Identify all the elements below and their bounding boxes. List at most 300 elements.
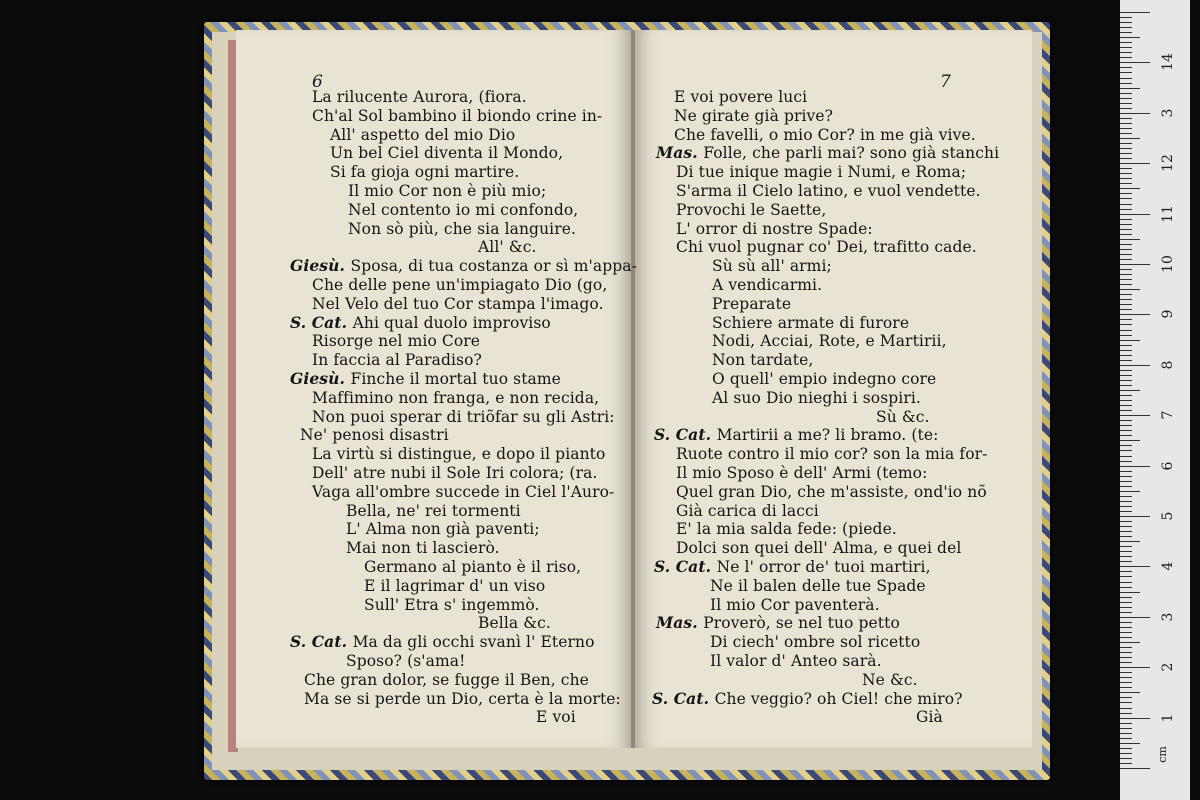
ruler-tick — [1120, 597, 1132, 598]
ruler-tick — [1120, 708, 1132, 709]
ruler-tick — [1120, 168, 1132, 169]
text-line — [312, 464, 597, 482]
ruler-tick — [1120, 78, 1132, 79]
ruler-tick — [1120, 430, 1132, 431]
line-text: Non puoi sperar di triõfar su gli Astri: — [312, 407, 615, 426]
ruler-tick — [1120, 284, 1132, 285]
ruler-tick — [1120, 355, 1132, 356]
line-text: Che gran dolor, se fugge il Ben, che — [304, 670, 589, 689]
ruler-unit: cm — [1155, 746, 1169, 763]
line-text: Si fa gioja ogni martire. — [330, 163, 520, 182]
text-line — [312, 483, 614, 501]
line-text: L' Alma non già paventi; — [346, 520, 540, 539]
ruler-tick — [1120, 456, 1132, 457]
ruler-number: 7 — [1160, 410, 1176, 420]
line-text: Nel Velo del tuo Cor stampa l'imago. — [312, 294, 604, 313]
ruler-number: 11 — [1160, 204, 1176, 223]
ruler-tick — [1120, 57, 1132, 58]
text-line — [348, 201, 578, 219]
ruler-tick — [1120, 713, 1132, 714]
ruler-tick — [1120, 52, 1132, 53]
right-page-number: 7 — [940, 72, 951, 92]
ruler-tick — [1120, 314, 1150, 315]
line-text: Sposo? (s'ama! — [346, 652, 466, 670]
ruler-tick — [1120, 632, 1132, 633]
ruler-tick — [1120, 88, 1140, 89]
ruler-tick — [1120, 677, 1132, 678]
line-text: Nodi, Acciai, Rote, e Martirii, — [712, 332, 947, 351]
ruler-tick — [1120, 72, 1132, 73]
text-line — [676, 201, 826, 219]
text-line — [710, 596, 880, 614]
text-line — [304, 690, 621, 708]
ruler-tick — [1120, 506, 1132, 507]
text-line — [312, 107, 602, 125]
line-text: Quel gran Dio, che m'assiste, ond'io nõ — [676, 482, 987, 501]
ruler-tick — [1120, 330, 1132, 331]
ruler-tick — [1120, 526, 1132, 527]
ruler-number: 3 — [1160, 108, 1176, 118]
ruler-tick — [1120, 83, 1132, 84]
ruler-tick — [1120, 128, 1132, 129]
text-line — [676, 182, 981, 200]
text-line — [916, 708, 943, 726]
ruler-tick — [1120, 536, 1132, 537]
ruler-tick — [1120, 531, 1132, 532]
ruler-tick — [1120, 324, 1132, 325]
line-text: All' aspetto del mio Dio — [330, 125, 516, 144]
line-text: Già carica di lacci — [676, 501, 819, 520]
ruler-tick — [1120, 143, 1132, 144]
ruler-tick — [1120, 193, 1132, 194]
ruler-tick — [1120, 178, 1132, 179]
ruler-tick — [1120, 299, 1132, 300]
ruler-tick — [1120, 702, 1132, 703]
ruler-tick — [1120, 123, 1132, 124]
line-text: Sù &c. — [876, 407, 930, 426]
line-text: E voi — [536, 708, 576, 727]
ruler-number: 10 — [1160, 255, 1176, 273]
ruler-tick — [1120, 738, 1132, 739]
text-line — [312, 389, 599, 407]
ruler-tick — [1120, 62, 1150, 63]
line-text: Ne &c. — [862, 670, 918, 689]
ruler-tick — [1120, 340, 1140, 341]
ruler-tick — [1120, 410, 1132, 411]
ruler-tick — [1120, 753, 1132, 754]
ruler-tick — [1120, 224, 1132, 225]
ruler-tick — [1120, 289, 1140, 290]
ruler-tick — [1120, 582, 1132, 583]
line-text: Il mio Cor non è più mio; — [348, 182, 547, 200]
text-line — [290, 633, 595, 651]
text-line — [676, 502, 819, 520]
text-line — [656, 144, 999, 162]
ruler-tick — [1120, 385, 1132, 386]
ruler-number: 5 — [1160, 511, 1176, 521]
ruler-tick — [1120, 723, 1132, 724]
ruler-tick — [1120, 728, 1132, 729]
line-text: E il lagrimar d' un viso — [364, 576, 546, 595]
line-text: Sù sù all' armi; — [712, 257, 832, 276]
speaker-label: S. Cat. — [654, 557, 717, 576]
text-line — [862, 671, 918, 689]
line-text: A vendicarmi. — [712, 276, 823, 294]
ruler-tick — [1120, 405, 1132, 406]
ruler-tick — [1120, 733, 1132, 734]
line-text: Proverò, se nel tuo petto — [703, 614, 900, 633]
ruler-tick — [1120, 264, 1150, 265]
text-line — [676, 445, 987, 463]
ruler-tick — [1120, 481, 1132, 482]
ruler-tick — [1120, 229, 1132, 230]
ruler-tick — [1120, 420, 1132, 421]
text-line — [712, 257, 832, 275]
ruler-tick — [1120, 365, 1150, 366]
ruler-tick — [1120, 763, 1132, 764]
text-line — [654, 558, 931, 576]
ruler-tick — [1120, 682, 1132, 683]
text-line — [330, 144, 563, 162]
ruler-tick — [1120, 511, 1132, 512]
ruler-tick — [1120, 173, 1132, 174]
ruler-tick — [1120, 390, 1140, 391]
text-line — [346, 539, 500, 557]
ruler-tick — [1120, 93, 1132, 94]
line-text: Schiere armate di furore — [712, 313, 910, 332]
line-text: Preparate — [712, 294, 792, 313]
line-text: Dolci son quei dell' Alma, e quei del — [676, 539, 962, 558]
text-line — [712, 295, 791, 313]
line-text: La virtù si distingue, e dopo il pianto — [312, 445, 606, 464]
ruler-tick — [1120, 103, 1132, 104]
ruler-tick — [1120, 657, 1132, 658]
ruler-tick — [1120, 743, 1140, 744]
ruler-tick — [1120, 12, 1150, 13]
ruler-tick — [1120, 521, 1132, 522]
ruler-number: 2 — [1160, 662, 1176, 672]
line-text: La rilucente Aurora, (fiora. — [312, 88, 527, 106]
ruler-tick — [1120, 249, 1132, 250]
ruler-tick — [1120, 672, 1132, 673]
ruler-tick — [1120, 496, 1132, 497]
ruler-tick — [1120, 758, 1132, 759]
line-text: Sposa, di tua costanza or sì m'appa- — [350, 257, 637, 276]
ruler-tick — [1120, 375, 1132, 376]
ruler-tick — [1120, 501, 1132, 502]
ruler-number: 4 — [1160, 561, 1176, 571]
speaker-label: S. Cat. — [654, 425, 717, 445]
left-page-number: 6 — [312, 72, 323, 92]
ruler-tick — [1120, 163, 1150, 164]
ruler-tick — [1120, 622, 1132, 623]
text-line — [656, 614, 900, 632]
line-text: Mai non ti lascierò. — [346, 539, 500, 558]
ruler-tick — [1120, 214, 1150, 215]
ruler-tick — [1120, 415, 1150, 416]
ruler-tick — [1120, 491, 1140, 492]
text-line — [676, 483, 987, 501]
text-line — [304, 671, 589, 689]
ruler-tick — [1120, 440, 1140, 441]
ruler-tick — [1120, 254, 1132, 255]
text-line — [312, 295, 604, 313]
ruler-tick — [1120, 304, 1132, 305]
ruler-tick — [1120, 617, 1150, 618]
ruler-tick — [1120, 17, 1132, 18]
ruler-tick — [1120, 345, 1132, 346]
ruler-tick — [1120, 627, 1132, 628]
ruler-tick — [1120, 748, 1132, 749]
line-text: Ch'al Sol bambino il biondo crine in- — [312, 106, 603, 125]
text-line — [290, 314, 551, 332]
ruler-tick — [1120, 188, 1140, 189]
ruler-tick — [1120, 113, 1150, 114]
line-text: L' orror di nostre Spade: — [676, 219, 873, 238]
text-line — [330, 163, 519, 181]
ruler-tick — [1120, 576, 1132, 577]
ruler-tick — [1120, 461, 1132, 462]
ruler-tick — [1120, 32, 1132, 33]
ruler-tick — [1120, 244, 1132, 245]
text-line — [712, 389, 921, 407]
ruler-tick — [1120, 209, 1132, 210]
ruler-tick — [1120, 138, 1140, 139]
line-text: Al suo Dio nieghi i sospiri. — [712, 388, 921, 407]
ruler-tick — [1120, 294, 1132, 295]
line-text: Il mio Cor paventerà. — [710, 595, 880, 614]
ruler-tick — [1120, 561, 1132, 562]
ruler-tick — [1120, 309, 1132, 310]
ruler-tick — [1120, 476, 1132, 477]
ruler-tick — [1120, 450, 1132, 451]
ruler-tick — [1120, 153, 1132, 154]
ruler-tick — [1120, 269, 1132, 270]
line-text: Un bel Ciel diventa il Mondo, — [330, 144, 564, 163]
ruler-tick — [1120, 435, 1132, 436]
text-line — [312, 445, 605, 463]
text-line — [346, 652, 465, 670]
ruler-tick — [1120, 234, 1132, 235]
ruler-tick — [1120, 607, 1132, 608]
text-line — [312, 351, 482, 369]
line-text: Ne l' orror de' tuoi martiri, — [716, 558, 931, 576]
line-text: Non tardate, — [712, 351, 814, 370]
line-text: E voi povere luci — [674, 88, 808, 106]
ruler-tick — [1120, 259, 1132, 260]
text-line — [364, 596, 540, 614]
line-text: E' la mia salda fede: (piede. — [676, 520, 897, 539]
ruler-tick — [1120, 360, 1132, 361]
line-text: Di tue inique magie i Numi, e Roma; — [676, 163, 967, 182]
text-line — [676, 238, 977, 256]
ruler-tick — [1120, 274, 1132, 275]
text-line — [676, 539, 961, 557]
ruler-tick — [1120, 133, 1132, 134]
speaker-label: S. Cat. — [652, 688, 715, 708]
line-text: Germano al pianto è il riso, — [364, 558, 582, 576]
text-line — [478, 238, 537, 256]
speaker-label: Giesù. — [290, 256, 351, 276]
line-text: All' &c. — [478, 238, 537, 257]
text-line — [346, 502, 521, 520]
line-text: Il valor d' Anteo sarà. — [710, 652, 882, 670]
speaker-label: Mas. — [656, 613, 704, 633]
ruler-tick — [1120, 642, 1140, 643]
line-text: Sull' Etra s' ingemmò. — [364, 595, 540, 614]
line-text: Bella &c. — [478, 614, 551, 633]
ruler-tick — [1120, 697, 1132, 698]
ruler-tick — [1120, 587, 1132, 588]
text-line — [876, 408, 930, 426]
text-line — [710, 633, 920, 651]
ruler-tick — [1120, 662, 1132, 663]
line-text: Che veggio? oh Ciel! che miro? — [714, 689, 963, 708]
line-text: Ne girate già prive? — [674, 106, 834, 125]
text-line — [478, 614, 551, 632]
ruler-tick — [1120, 571, 1132, 572]
line-text: Finche il mortal tuo stame — [350, 370, 561, 388]
text-line — [674, 88, 807, 106]
line-text: S'arma il Cielo latino, e vuol vendette. — [676, 182, 981, 200]
line-text: Nel contento io mi confondo, — [348, 200, 579, 219]
ruler-tick — [1120, 637, 1132, 638]
ruler-number: 12 — [1160, 154, 1176, 173]
ruler-tick — [1120, 198, 1132, 199]
line-text: Che favelli, o mio Cor? in me già vive. — [674, 125, 976, 144]
ruler-tick — [1120, 42, 1132, 43]
speaker-label: S. Cat. — [290, 632, 353, 652]
ruler-tick — [1120, 67, 1132, 68]
line-text: Risorge nel mio Core — [312, 332, 481, 351]
ruler-tick — [1120, 445, 1132, 446]
ruler-tick — [1120, 219, 1132, 220]
ruler-tick — [1120, 27, 1132, 28]
text-line — [712, 332, 947, 350]
ruler-tick — [1120, 652, 1132, 653]
ruler-number: 8 — [1160, 360, 1176, 370]
ruler-tick — [1120, 612, 1132, 613]
ruler-tick — [1120, 380, 1132, 381]
line-text: In faccia al Paradiso? — [312, 351, 482, 370]
line-text: Di ciech' ombre sol ricetto — [710, 633, 921, 652]
text-line — [290, 370, 561, 388]
text-line — [710, 652, 882, 670]
ruler-tick — [1120, 183, 1132, 184]
ruler-tick — [1120, 667, 1150, 668]
text-line — [312, 276, 607, 294]
line-text: Il mio Sposo è dell' Armi (temo: — [676, 464, 928, 482]
ruler-tick — [1120, 466, 1150, 467]
text-line — [652, 690, 963, 708]
ruler-tick — [1120, 592, 1140, 593]
text-line — [676, 520, 897, 538]
ruler-tick — [1120, 566, 1150, 567]
text-line — [676, 163, 966, 181]
text-line — [312, 332, 480, 350]
ruler-tick — [1120, 486, 1132, 487]
ruler-tick — [1120, 37, 1140, 38]
text-line — [536, 708, 576, 726]
text-line — [364, 558, 581, 576]
line-text: Maffimino non franga, e non recida, — [312, 388, 600, 407]
line-text: Bella, ne' rei tormenti — [346, 501, 521, 520]
text-line — [674, 107, 833, 125]
text-line — [290, 257, 637, 275]
line-text: Vaga all'ombre succede in Ciel l'Auro- — [312, 482, 615, 501]
ruler-tick — [1120, 516, 1150, 517]
ruler-tick — [1120, 148, 1132, 149]
speaker-label: Giesù. — [290, 369, 351, 388]
text-line — [710, 577, 926, 595]
line-text: Folle, che parli mai? sono già stanchi — [703, 144, 1000, 163]
ruler-tick — [1120, 551, 1132, 552]
ruler-tick — [1120, 395, 1132, 396]
ruler-tick — [1120, 239, 1140, 240]
line-text: Ma se si perde un Dio, certa è la morte: — [304, 689, 621, 708]
ruler-tick — [1120, 158, 1132, 159]
text-line — [300, 426, 449, 444]
line-text: Martirii a me? li bramo. (te: — [716, 426, 939, 445]
text-line — [330, 126, 515, 144]
ruler-tick — [1120, 108, 1132, 109]
ruler-tick — [1120, 471, 1132, 472]
ruler-tick — [1120, 768, 1150, 769]
ruler-tick — [1120, 22, 1132, 23]
line-text: O quell' empio indegno core — [712, 370, 937, 388]
speaker-label: S. Cat. — [290, 312, 353, 332]
text-line — [654, 426, 938, 444]
text-line — [676, 464, 927, 482]
line-text: Ma da gli occhi svanì l' Eterno — [352, 633, 595, 652]
ruler-tick — [1120, 370, 1132, 371]
text-line — [712, 370, 936, 388]
text-line — [348, 220, 576, 238]
text-line — [312, 408, 615, 426]
line-text: Ne' penosi disastri — [300, 426, 449, 445]
text-line — [312, 88, 527, 106]
speaker-label: Mas. — [656, 143, 704, 163]
text-line — [676, 220, 873, 238]
ruler-number: 14 — [1160, 53, 1176, 72]
line-text: Chi vuol pugnar co' Dei, trafitto cade. — [676, 238, 977, 257]
text-line — [348, 182, 546, 200]
ruler-number: 3 — [1160, 612, 1176, 622]
ruler-tick — [1120, 98, 1132, 99]
ruler-number: 6 — [1160, 461, 1176, 471]
line-text: Ahi qual duolo improviso — [352, 313, 551, 332]
ruler-tick — [1120, 279, 1132, 280]
ruler-tick — [1120, 335, 1132, 336]
text-line — [364, 577, 545, 595]
ruler-tick — [1120, 556, 1132, 557]
ruler-tick — [1120, 647, 1132, 648]
line-text: Dell' atre nubi il Sole Iri colora; (ra. — [312, 464, 598, 482]
text-line — [346, 520, 540, 538]
measurement-ruler — [1120, 0, 1190, 800]
ruler-tick — [1120, 687, 1132, 688]
ruler-tick — [1120, 204, 1132, 205]
book-gutter — [631, 30, 635, 748]
ruler-tick — [1120, 718, 1150, 719]
ruler-tick — [1120, 47, 1132, 48]
line-text: Ne il balen delle tue Spade — [710, 576, 926, 595]
ruler-tick — [1120, 350, 1132, 351]
ruler-tick — [1120, 425, 1132, 426]
ruler-number: 9 — [1160, 309, 1176, 319]
ruler-tick — [1120, 541, 1140, 542]
line-text: Ruote contro il mio cor? son la mia for- — [676, 445, 988, 464]
